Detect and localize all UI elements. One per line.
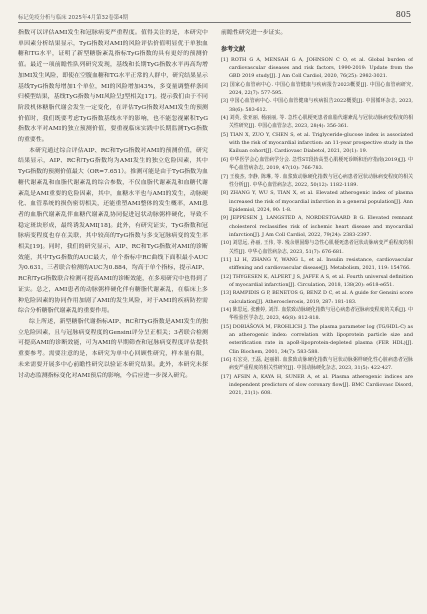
reference-list	[221, 56, 413, 398]
reference-entry: [10] 刘思远, 孙丽, 王伟, 等. 残余胆固醇与急性心肌梗死患者冠状动脉病变严重程度的相关性[J]. 中华心血管病杂志, 2023, 51(7): 676-681.	[221, 240, 413, 255]
reference-entry: [14] 陈思远, 张雅婷, 刘洋. 血浆致动脉硬化指数与冠心病患者冠脉病变程度的关系[J]. 中华检验医学杂志, 2023, 46(8): 812-818.	[221, 307, 413, 322]
journal-citation: 标记免疫分析与临床 2025年4月第32卷第4期	[18, 15, 129, 21]
reference-entry: [2] 国家心血管病中心. 中国心血管健康与疾病报告2023概要[J]. 中国心血管病研究, 2024, 22(7): 577-595.	[221, 81, 413, 97]
reference-entry: [6] 中华医学会心血管病学分会. 急性ST段抬高型心肌梗死诊断和治疗指南(2019)[J]. 中华心血管病杂志, 2019, 47(10): 766-783.	[221, 156, 413, 172]
reference-entry: [16] 石宏亮, 王磊, 赵丽娟. 血浆致动脉硬化指数与冠状动脉粥样硬化性心脏病患者冠脉病变严重程度的相关性研究[J]. 中国动脉硬化杂志, 2023, 31(5): 422-427.	[221, 357, 413, 372]
reference-entry: [3] 中国心血管病中心. 中国心血管健康与疾病报告2022概要[J]. 中国循环杂志, 2023, 38(6): 583-612.	[221, 98, 413, 113]
reference-entry: [5] TIAN X, ZUO Y, CHEN S, et al. Triglyceride-glucose index is associated with the risk of myocardial infarction: an 11-year prospective study in the Kailuan cohort[J]. Cardiovasc Diabetol, 2021, 20(1): 19.	[221, 131, 413, 155]
reference-entry: [17] AFSIN A, KAYA H, SUNER A, et al. Plasma atherogenic indices are independent predictors of slow coronary flow[J]. BMC Cardiovasc Disord, 2021, 21(1): 608.	[221, 373, 413, 397]
reference-entry: [1] ROTH G A, MENSAH G A, JOHNSON C O, et al. Global burden of cardiovascular diseases and risk factors, 1990-2019: Update from the GBD 2019 study[J]. J Am Coll Cardiol, 2020, 76(25): 2982-3021.	[221, 56, 413, 80]
body-paragraph: 指数可以评估AMI发生和冠脉病变严重程度。值得关注的是，本研究中单因素分析结果显示，TyG指数对AMI的风险评估价值明显优于单独血糖和TG水平，证明了新型糖脂紊乱指标TyG指数的具有更好的预测价值。最近一项前瞻性队列研究发现，基线和长期TyG指数水平再高均增加MI发生风险，即使在空腹血糖和TG水平正常的人群中，研究结果显示基线TyG指数每增加1个单位，MI的风险增加43%，多变量调整样条回归模型结果，基线TyG指数与MI风险呈J型相关[17]。提示我们由于不同阶段机体糖脂代谢会发生一定变化，在评估TyG指数对AMI发生的预测价值时，我们既要考虑TyG指数基线水平的影响，也不能忽视累积TyG指数水平对AMI的独立预测价值，要重视临床实践中长期监测TyG指数的重要性。	[18, 30, 208, 144]
body-paragraph: 综上所述，新型糖脂代谢指标AIP、RC和TyG指数是AMI发生的独立危险因素，且与冠脉病变程度的Gensini评分呈正相关；3者联合检测可提高AMI的诊断效能，可为AMI的早期筛查和冠脉病变程度评估提供重要参考。需要注意的是，本研究为单中心回顾性研究，样本量有限，未来需要开展多中心前瞻性研究以验证本研究结果。此外，本研究未探讨动态监测指标变化对AMI预后的影响，今后应进一步深入研究。	[18, 318, 208, 379]
reference-entry: [4] 刘英, 张亚丽, 杨丽丽, 等. 急性心肌梗死患者血脂代谢紊乱与冠状动脉病变程度的相关性研究[J]. 中国心血管杂志, 2023, 28(4): 356-361.	[221, 115, 413, 130]
running-header	[18, 10, 411, 23]
continuation-text: 前瞻性研究进一步证实。	[221, 30, 287, 36]
reference-entry: [13] RAMPIDIS G P, BENETOS G, BENZ D C, et al. A guide for Gensini score calculation[J]. Atherosclerosis, 2019, 287: 181-183.	[221, 290, 413, 305]
reference-entry: [11] LI H, ZHANG Y, WANG L, et al. Insulin resistance, cardiovascular stiffening and cardiovascular disease[J]. Metabolism, 2021, 119: 154766.	[221, 256, 413, 272]
reference-entry: [7] 王俊杰, 李静, 陈琳, 等. 血浆致动脉硬化指数与冠心病患者冠状动脉病变程度的相关性分析[J]. 中华心血管病杂志, 2022, 50(12): 1182-1189.	[221, 173, 413, 188]
reference-entry: [15] DOBIÁŠOVÁ M, FROHLICH J. The plasma parameter log (TG/HDL-C) as an atherogenic index: correlation with lipoprotein particle size and esterification rate in apoB-lipoprotein-depleted plasma (FER HDL)[J]. Clin Biochem, 2001, 34(7): 583-588.	[221, 323, 413, 355]
reference-entry: [12] THYGESEN K, ALPERT J S, JAFFE A S, et al. Fourth universal definition of myocardial infarction[J]. Circulation, 2018, 138(20): e618-e651.	[221, 273, 413, 288]
right-column	[221, 28, 413, 610]
references-heading: 参考文献	[221, 45, 246, 53]
page-number: 805	[395, 10, 411, 19]
left-column	[18, 28, 208, 610]
reference-entry: [9] JEPPESEN J, LANGSTED A, NORDESTGAARD B G. Elevated remnant cholesterol reclassifies risk of ischemic heart disease and myocardial infarction[J]. J Am Coll Cardiol, 2022, 79(24): 2383-2397.	[221, 215, 413, 238]
body-paragraph: 本研究通过综合评估AIP、RC和TyG指数对AMI的预测价值，研究结果显示，AIP、RC和TyG指数均为AMI发生的独立危险因素，其中TyG指数的预测价值最大（OR=7.651）。推测可能是由于TyG指数为血糖代谢紊乱和血脂代谢紊乱的综合参数，不仅血脂代谢紊乱和血糖代谢紊乱是AMI重要的危险因素，其中，血糖水平也与AMI的发生，动脉硬化、血管系统的损伤密切相关，还能重塑AMI整体的发生概率，AMI患者的血脂代谢紊乱伴血糖代谢紊乱协同促进冠状动脉粥样硬化，导致不稳定斑块形成，最终诱发AMI[18]。此外，有研究证实，TyG指数和冠脉病变程度也存在关联，其中较高的TyG指数与多支冠脉病变的发生率相关[19]。同时，我们的研究显示，AIP、RC和TyG指数对AMI的诊断效能，其中TyG指数的AUC最大，单个指标中RC曲线下面积最小AUC为0.631，三者联合检测的AUC为0.884，均高于单个指标，提示AIP、RC和TyG指数联合检测可提高AMI的诊断效能，在多项研究中也得到了证实。总之，AMI患者的动脉粥样硬化伴有糖脂代谢紊乱，在临床上多种危险因素的协同作用加剧了AMI的发生风险，对于AMI的疾病防控需综合分析糖脂代谢紊乱的重要作用。	[18, 147, 208, 315]
reference-entry: [8] ZHANG Y, WU S, TIAN X, et al. Elevated atherogenic index of plasma increased the risk of myocardial infarction in a general population[J]. Ann Epidemiol, 2024, 90: 1-8.	[221, 190, 413, 213]
